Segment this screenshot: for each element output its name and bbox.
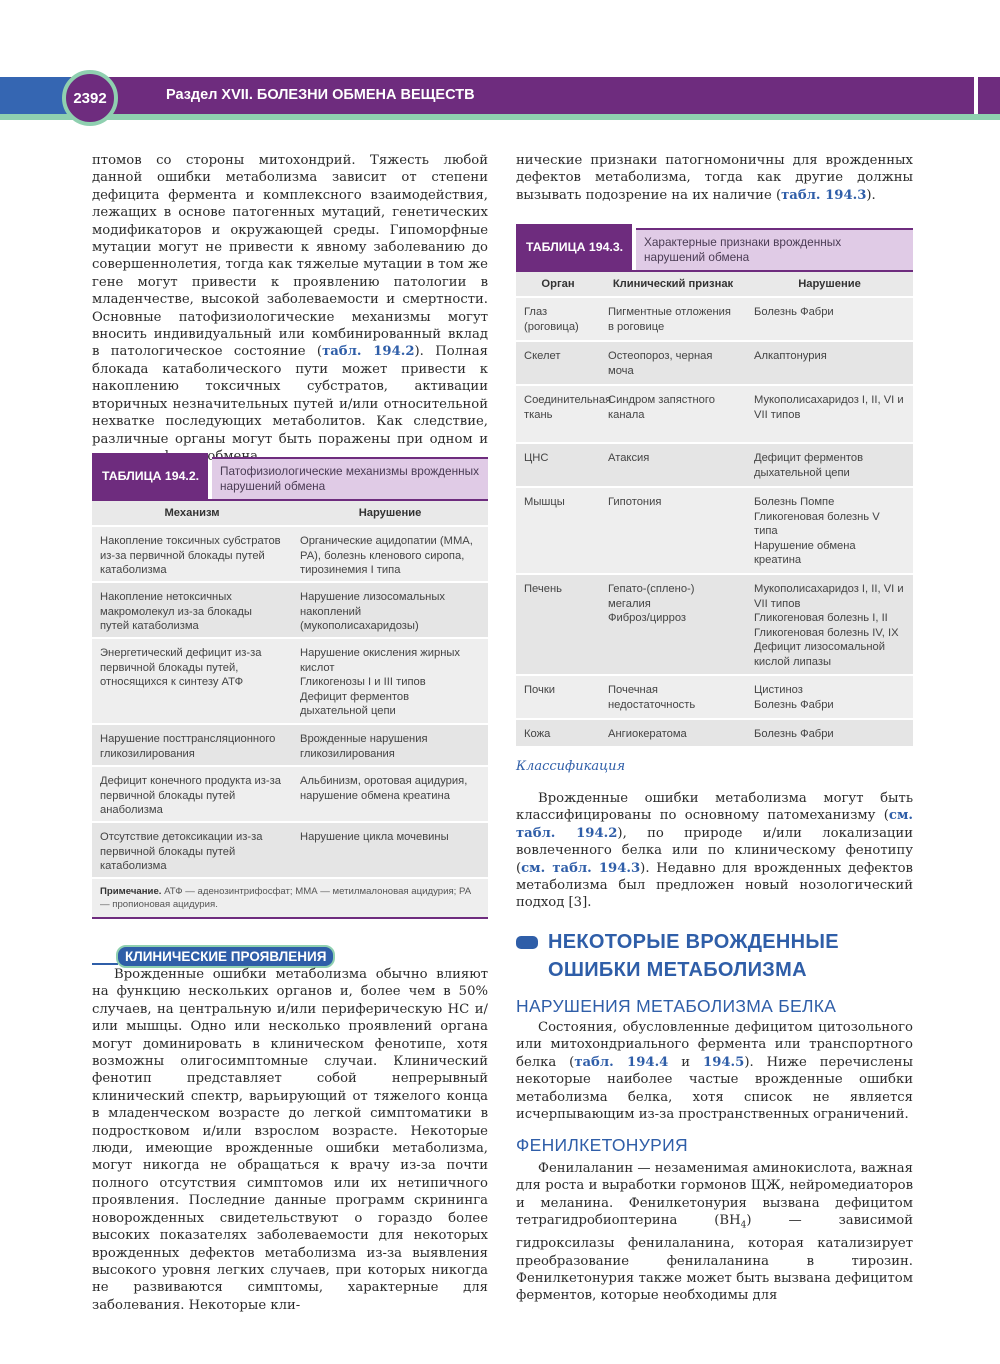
ref-table-194-4[interactable]: табл. 194.4	[574, 1054, 669, 1070]
right-paragraph-top: нические признаки патогномоничны для врожденных дефектов метаболизма, тогда как другие должны вызывать подозрение на их наличие (табл. 194.3).	[516, 153, 913, 203]
heading-bullet	[516, 936, 538, 949]
cell-mechanism: Отсутствие детоксикации из-за первичной блокады путей катаболизма	[100, 831, 263, 873]
table-caption: Патофизиологические механизмы врожденных нарушений обмена	[212, 457, 488, 499]
cell-disorder: Альбинизм, оротовая ацидурия, нарушение обмена креатина	[300, 775, 468, 802]
cell-sign: Почечная недостаточность	[608, 684, 696, 711]
table-row	[92, 527, 488, 583]
cell-disorder: Цистиноз Болезнь Фабри	[754, 684, 834, 711]
classification-paragraph: Врожденные ошибки метаболизма могут быть классифицированы по основному патомеханизму (см. табл. 194.2), по природе и/или локализации вовлеченного белка или по клиническому фенотипу (см. табл. 194.3). Недавно для врожденных дефектов метаболизма был предложен новый нозологический подход [3].	[516, 791, 913, 911]
table-row	[516, 444, 913, 488]
header-accent-line	[0, 114, 1000, 120]
ref-table-194-2[interactable]: см. табл. 194.2	[516, 808, 913, 841]
cell-organ: Скелет	[524, 350, 561, 362]
ref-table-194-5[interactable]: 194.5	[703, 1054, 745, 1070]
table-note-text: АТФ — аденозинтрифосфат; ММА — метилмалоновая ацидурия; РА — пропионовая ацидурия.	[100, 886, 472, 910]
pku-paragraph: Фенилаланин — незаменимая аминокислота, важная для роста и выработки гормонов ЩЖ, нейромедиаторов и меланина. Фенилкетонурия вызвана дефицитом тетрагидробиоптерина $(BH_4)$ — зависимой гидроксилазы фенилаланина, которая катализирует преобразование фенилаланина в тирозин. Фенилкетонурия также может быть вызвана дефицитом ферментов, которые необходимы для	[516, 1161, 913, 1304]
section-underline	[92, 963, 118, 965]
table-row	[516, 676, 913, 720]
table-caption: Характерные признаки врожденных нарушений обмена	[636, 228, 913, 270]
cell-sign: Пигментные отложения в роговице	[608, 306, 731, 333]
page-number: 2392	[62, 70, 118, 126]
table-note-label: Примечание.	[100, 886, 162, 897]
ref-table-194-3[interactable]: см. табл. 194.3	[521, 860, 641, 876]
subheading-protein: НАРУШЕНИЯ МЕТАБОЛИЗМА БЕЛКА	[516, 996, 837, 1016]
table-row	[92, 583, 488, 639]
table-column-headers	[92, 501, 488, 527]
cell-mechanism: Энергетический дефицит из-за первичной блокады путей, относящихся к синтезу АТФ	[100, 647, 262, 689]
cell-sign: Атаксия	[608, 452, 650, 464]
table-row	[516, 298, 913, 342]
header-band-blue	[0, 77, 70, 114]
ref-table-194-3[interactable]: табл. 194.3	[781, 187, 867, 203]
subscript: 4	[740, 1220, 747, 1231]
table-row	[516, 575, 913, 676]
header-band-end	[978, 77, 1000, 114]
table-row	[92, 767, 488, 823]
col-header-organ: Орган	[541, 278, 575, 290]
table-194-2	[92, 453, 488, 919]
cell-sign: Синдром запястного канала	[608, 394, 715, 421]
cell-disorder: Болезнь Помпе Гликогеновая болезнь V типа Нарушение обмена креатина	[754, 496, 880, 567]
cell-disorder: Болезнь Фабри	[754, 306, 834, 318]
protein-paragraph: Состояния, обусловленные дефицитом цитозольного или митохондриального фермента или транспортного белка (табл. 194.4 и 194.5). Ниже перечислены некоторые наиболее частые врожденные ошибки метаболизма белка, хотя список не является исчерпывающим из-за пространственных ограничений.	[516, 1020, 913, 1123]
col-header-disorder: Нарушение	[798, 278, 861, 290]
cell-disorder: Дефицит ферментов дыхательной цепи	[754, 452, 864, 479]
cell-disorder: Нарушение цикла мочевины	[300, 831, 449, 843]
table-column-headers	[516, 272, 913, 298]
cell-sign: Остеопороз, черная моча	[608, 350, 713, 377]
col-header-mechanism: Механизм	[164, 507, 220, 519]
cell-disorder: Болезнь Фабри	[754, 728, 834, 740]
classification-heading: Классификация	[516, 759, 626, 774]
cell-mechanism: Накопление нетоксичных макромолекул из-за блокады путей катаболизма	[100, 591, 252, 633]
cell-disorder: Алкаптонурия	[754, 350, 827, 362]
cell-organ: Кожа	[524, 728, 551, 740]
table-row	[516, 488, 913, 575]
cell-sign: Гепато-(сплено-) мегалия Фиброз/цирроз	[608, 583, 695, 625]
col-header-disorder: Нарушение	[358, 507, 422, 519]
cell-organ: Почки	[524, 684, 555, 696]
cell-organ: ЦНС	[524, 452, 549, 464]
cell-disorder: Мукополисахаридоз I, II, VI и VII типов Гликогеновая болезнь I, II Гликогеновая болезнь IV, IX Дефицит лизосомальной кислой липазы	[754, 583, 904, 668]
cell-disorder: Мукополисахаридоз I, II, VI и VII типов	[754, 394, 904, 421]
table-row	[92, 725, 488, 767]
left-paragraph-2: Врожденные ошибки метаболизма обычно влияют на функцию нескольких органов и, более чем в 50% случаев, на центральную и/или периферическую НС и/или мышцы. Одно или несколько проявлений органа могут доминировать в клиническом фенотипе, хотя возможны олигосимптомные случаи. Клинический фенотип представляет собой непрерывный клинический спектр, варьирующий от тяжелого конца в младенческом возрасте до легкой симптоматики в подростковом и/или взрослом возрасте. Некоторые люди, имеющие врожденные ошибки метаболизма, могут никогда не обращаться к врачу из-за почти полного отсутствия симптомов или их нетипичного проявления. Последние данные программ скрининга новорожденных свидетельствуют о гораздо более высоких показателях заболеваемости для некоторых врожденных дефектов метаболизма из-за выявления высокого уровня легких случаев, при которых никогда не развиваются симптомы, характерные для заболевания. Некоторые кли-	[92, 967, 488, 1313]
cell-organ: Соединительная ткань	[524, 394, 612, 421]
table-row	[92, 639, 488, 725]
table-row	[516, 720, 913, 748]
section-title: Раздел XVII. БОЛЕЗНИ ОБМЕНА ВЕЩЕСТВ	[166, 87, 475, 103]
cell-organ: Мышцы	[524, 496, 565, 508]
table-row	[516, 386, 913, 444]
col-header-sign: Клинический признак	[612, 278, 734, 290]
table-note	[92, 879, 488, 919]
cell-disorder: Органические ацидопатии (ММА, РА), болезнь кленового сиропа, тирозинемия I типа	[300, 535, 473, 577]
cell-mechanism: Накопление токсичных субстратов из-за первичной блокады путей катаболизма	[100, 535, 281, 577]
table-194-3	[516, 224, 913, 748]
table-row	[92, 823, 488, 879]
table-header	[516, 224, 913, 270]
left-paragraph-1: птомов со стороны митохондрий. Тяжесть любой данной ошибки метаболизма зависит от степени дефицита фермента и комплексного взаимодействия, лежащих в основе патогенных мутаций, генетических модификаторов и окружающей среды. Гипоморфные мутации могут не привести к явному заболеванию до совершеннолетия, тогда как тяжелые мутации в том же гене могут привести к проявлению патологии в младенчестве, высокой заболеваемости и смертности. Основные патофизиологические механизмы могут вносить индивидуальный или комбинированный вклад в патологическое состояние (табл. 194.2). Полная блокада катаболического пути может привести к накоплению токсичных субстратов, активации вторичных незначительных путей и/или относительной нехватке последующих метаболитов. Как следствие, различные органы могут быть поражены при одном и	[92, 153, 488, 447]
chapter-heading: НЕКОТОРЫЕ ВРОЖДЕННЫЕ ОШИБКИ МЕТАБОЛИЗМА	[548, 931, 839, 981]
table-header	[92, 453, 488, 499]
cell-disorder: Нарушение лизосомальных накоплений (мукополисахаридозы)	[300, 591, 445, 633]
table-tag: ТАБЛИЦА 194.2.	[92, 453, 208, 499]
table-tag: ТАБЛИЦА 194.3.	[516, 224, 632, 270]
subheading-pku: ФЕНИЛКЕТОНУРИЯ	[516, 1135, 688, 1155]
table-row	[516, 342, 913, 386]
section-heading-clinical: КЛИНИЧЕСКИЕ ПРОЯВЛЕНИЯ	[116, 945, 335, 968]
cell-mechanism: Нарушение посттрансляционного гликозилирования	[100, 733, 276, 760]
cell-sign: Гипотония	[608, 496, 662, 508]
cell-organ: Глаз (роговица)	[524, 306, 579, 333]
cell-mechanism: Дефицит конечного продукта из-за первичной блокады путей анаболизма	[100, 775, 281, 817]
cell-disorder: Врожденные нарушения гликозилирования	[300, 733, 428, 760]
ref-table-194-2[interactable]: табл. 194.2	[322, 344, 415, 360]
cell-sign: Ангиокератома	[608, 728, 687, 740]
cell-disorder: Нарушение окисления жирных кислот Гликогенозы I и III типов Дефицит ферментов дыхательной цепи	[300, 647, 461, 718]
cell-organ: Печень	[524, 583, 562, 595]
